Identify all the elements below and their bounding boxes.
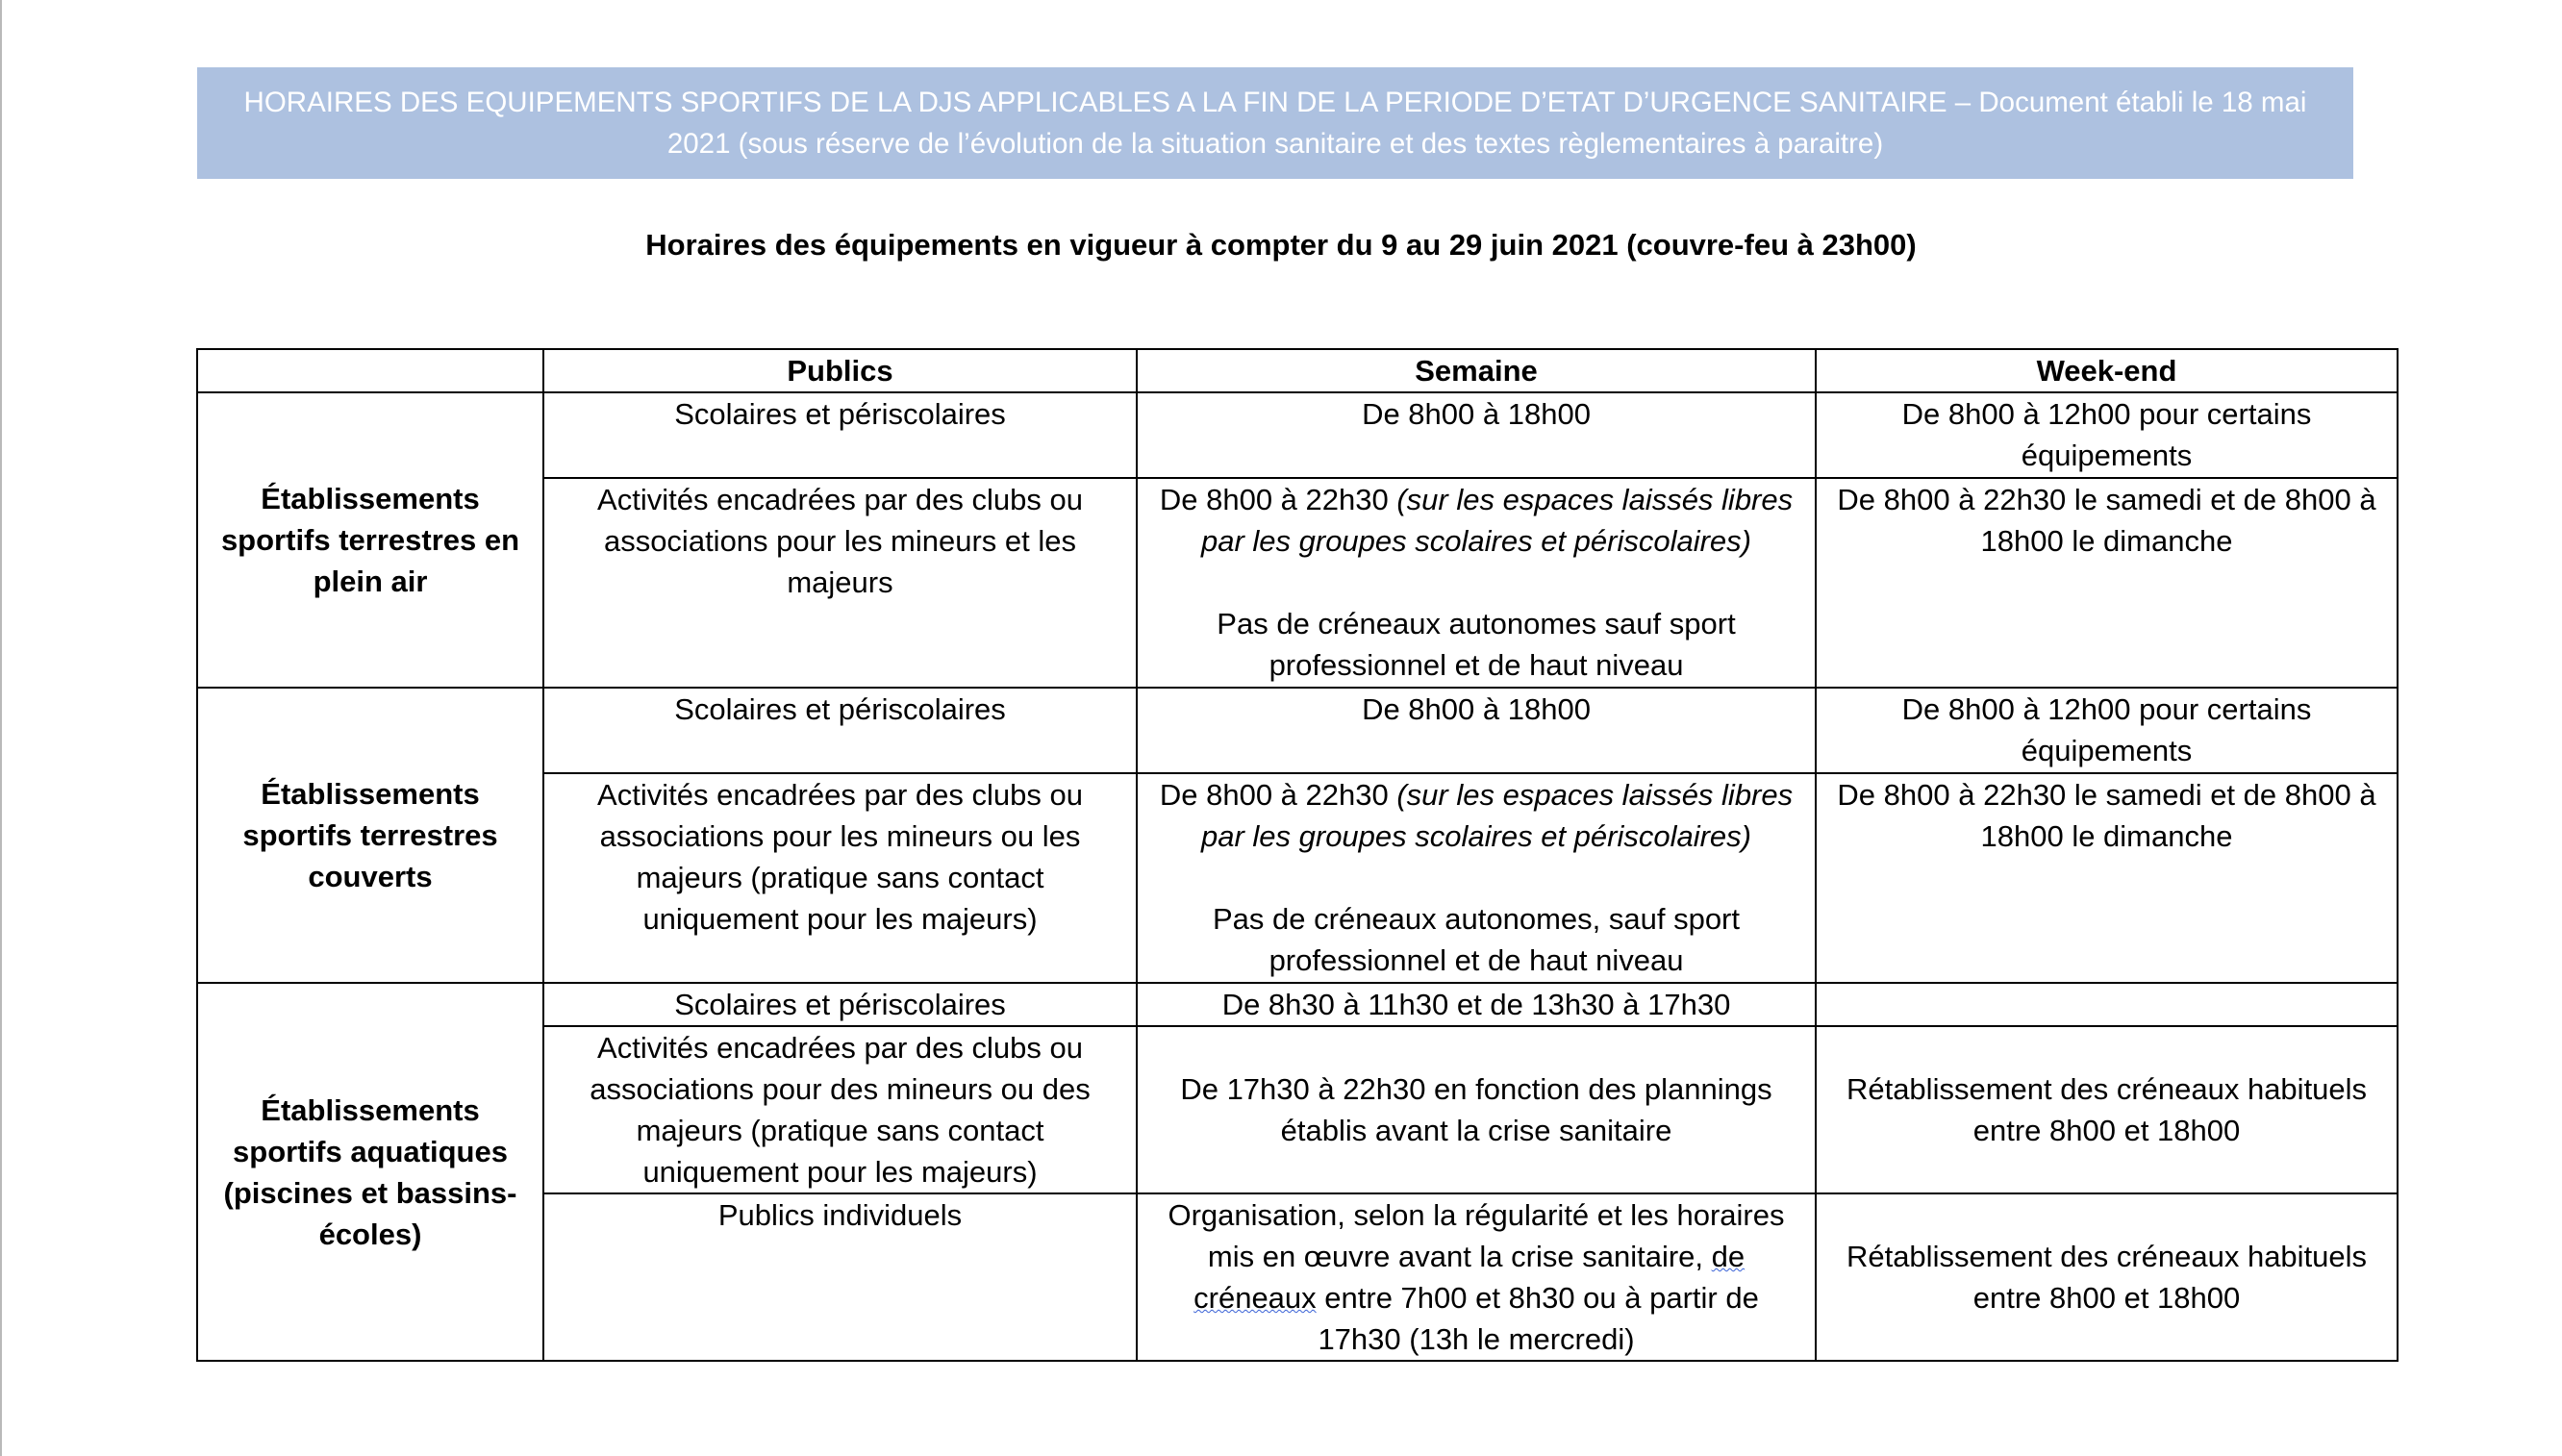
table-row bbox=[197, 983, 2398, 1026]
semaine-note: Pas de créneaux autonomes sauf sport professionnel et de haut niveau bbox=[1217, 607, 1736, 682]
publics-cell: Activités encadrées par des clubs ou associations pour des mineurs ou des majeurs (pratique sans contact uniquement pour les majeurs) bbox=[543, 1026, 1137, 1193]
semaine-cell: De 8h30 à 11h30 et de 13h30 à 17h30 bbox=[1137, 983, 1816, 1026]
publics-cell: Activités encadrées par des clubs ou associations pour les mineurs ou les majeurs (pratique sans contact uniquement pour les majeurs) bbox=[543, 773, 1137, 983]
semaine-cell bbox=[1137, 1193, 1816, 1361]
semaine-cell bbox=[1137, 478, 1816, 688]
semaine-text-part1: Organisation, selon la régularité et les horaires mis en œuvre avant la crise sanitaire, bbox=[1168, 1198, 1785, 1273]
table-row bbox=[197, 392, 2398, 478]
semaine-hours: De 8h00 à 22h30 bbox=[1159, 483, 1397, 516]
schedule-table bbox=[196, 348, 2399, 1362]
table-row bbox=[197, 688, 2398, 773]
weekend-cell: Rétablissement des créneaux habituels entre 8h00 et 18h00 bbox=[1816, 1193, 2398, 1361]
banner-line-1: HORAIRES DES EQUIPEMENTS SPORTIFS DE LA DJS APPLICABLES A LA FIN DE LA PERIODE D’ETAT D’URGENCE SANITAIRE – Document établi le 18 mai bbox=[243, 87, 2307, 118]
publics-cell: Scolaires et périscolaires bbox=[543, 983, 1137, 1026]
banner-line-2: 2021 (sous réserve de l’évolution de la situation sanitaire et des textes règlementaires à paraitre) bbox=[666, 128, 1884, 160]
semaine-note: Pas de créneaux autonomes, sauf sport professionnel et de haut niveau bbox=[1213, 902, 1740, 977]
weekend-cell: De 8h00 à 12h00 pour certains équipements bbox=[1816, 392, 2398, 478]
header-row bbox=[197, 349, 2398, 392]
category-plein-air: Établissements sportifs terrestres en plein air bbox=[197, 392, 543, 688]
semaine-cell bbox=[1137, 773, 1816, 983]
header-weekend: Week-end bbox=[1816, 349, 2398, 392]
semaine-condition: (sur les espaces laissés libres par les groupes scolaires et périscolaires) bbox=[1200, 778, 1794, 853]
spellcheck-word-creneaux: créneaux bbox=[1193, 1281, 1317, 1315]
weekend-cell: Rétablissement des créneaux habituels entre 8h00 et 18h00 bbox=[1816, 1026, 2398, 1193]
publics-cell: Scolaires et périscolaires bbox=[543, 392, 1137, 478]
header-publics: Publics bbox=[543, 349, 1137, 392]
page-left-edge bbox=[0, 0, 2, 1456]
weekend-cell bbox=[1816, 983, 2398, 1026]
weekend-cell: De 8h00 à 12h00 pour certains équipements bbox=[1816, 688, 2398, 773]
document-banner bbox=[197, 67, 2353, 179]
weekend-cell: De 8h00 à 22h30 le samedi et de 8h00 à 18h00 le dimanche bbox=[1816, 773, 2398, 983]
semaine-cell: De 17h30 à 22h30 en fonction des plannings établis avant la crise sanitaire bbox=[1137, 1026, 1816, 1193]
spellcheck-word-de: de bbox=[1711, 1240, 1746, 1273]
semaine-cell: De 8h00 à 18h00 bbox=[1137, 688, 1816, 773]
paragraph-gap bbox=[1149, 562, 1803, 603]
publics-cell: Activités encadrées par des clubs ou associations pour les mineurs et les majeurs bbox=[543, 478, 1137, 688]
category-couverts: Établissements sportifs terrestres couverts bbox=[197, 688, 543, 983]
paragraph-gap bbox=[1149, 857, 1803, 898]
semaine-hours: De 8h00 à 22h30 bbox=[1159, 778, 1397, 812]
header-semaine: Semaine bbox=[1137, 349, 1816, 392]
header-category bbox=[197, 349, 543, 392]
publics-cell: Scolaires et périscolaires bbox=[543, 688, 1137, 773]
semaine-cell: De 8h00 à 18h00 bbox=[1137, 392, 1816, 478]
publics-cell: Publics individuels bbox=[543, 1193, 1137, 1361]
semaine-text-part2: entre 7h00 et 8h30 ou à partir de 17h30 (13h le mercredi) bbox=[1316, 1281, 1759, 1356]
semaine-condition: (sur les espaces laissés libres par les groupes scolaires et périscolaires) bbox=[1200, 483, 1794, 558]
category-aquatiques: Établissements sportifs aquatiques (piscines et bassins-écoles) bbox=[197, 983, 543, 1361]
schedule-subtitle: Horaires des équipements en vigueur à compter du 9 au 29 juin 2021 (couvre-feu à 23h00) bbox=[645, 228, 1917, 262]
weekend-cell: De 8h00 à 22h30 le samedi et de 8h00 à 18h00 le dimanche bbox=[1816, 478, 2398, 688]
